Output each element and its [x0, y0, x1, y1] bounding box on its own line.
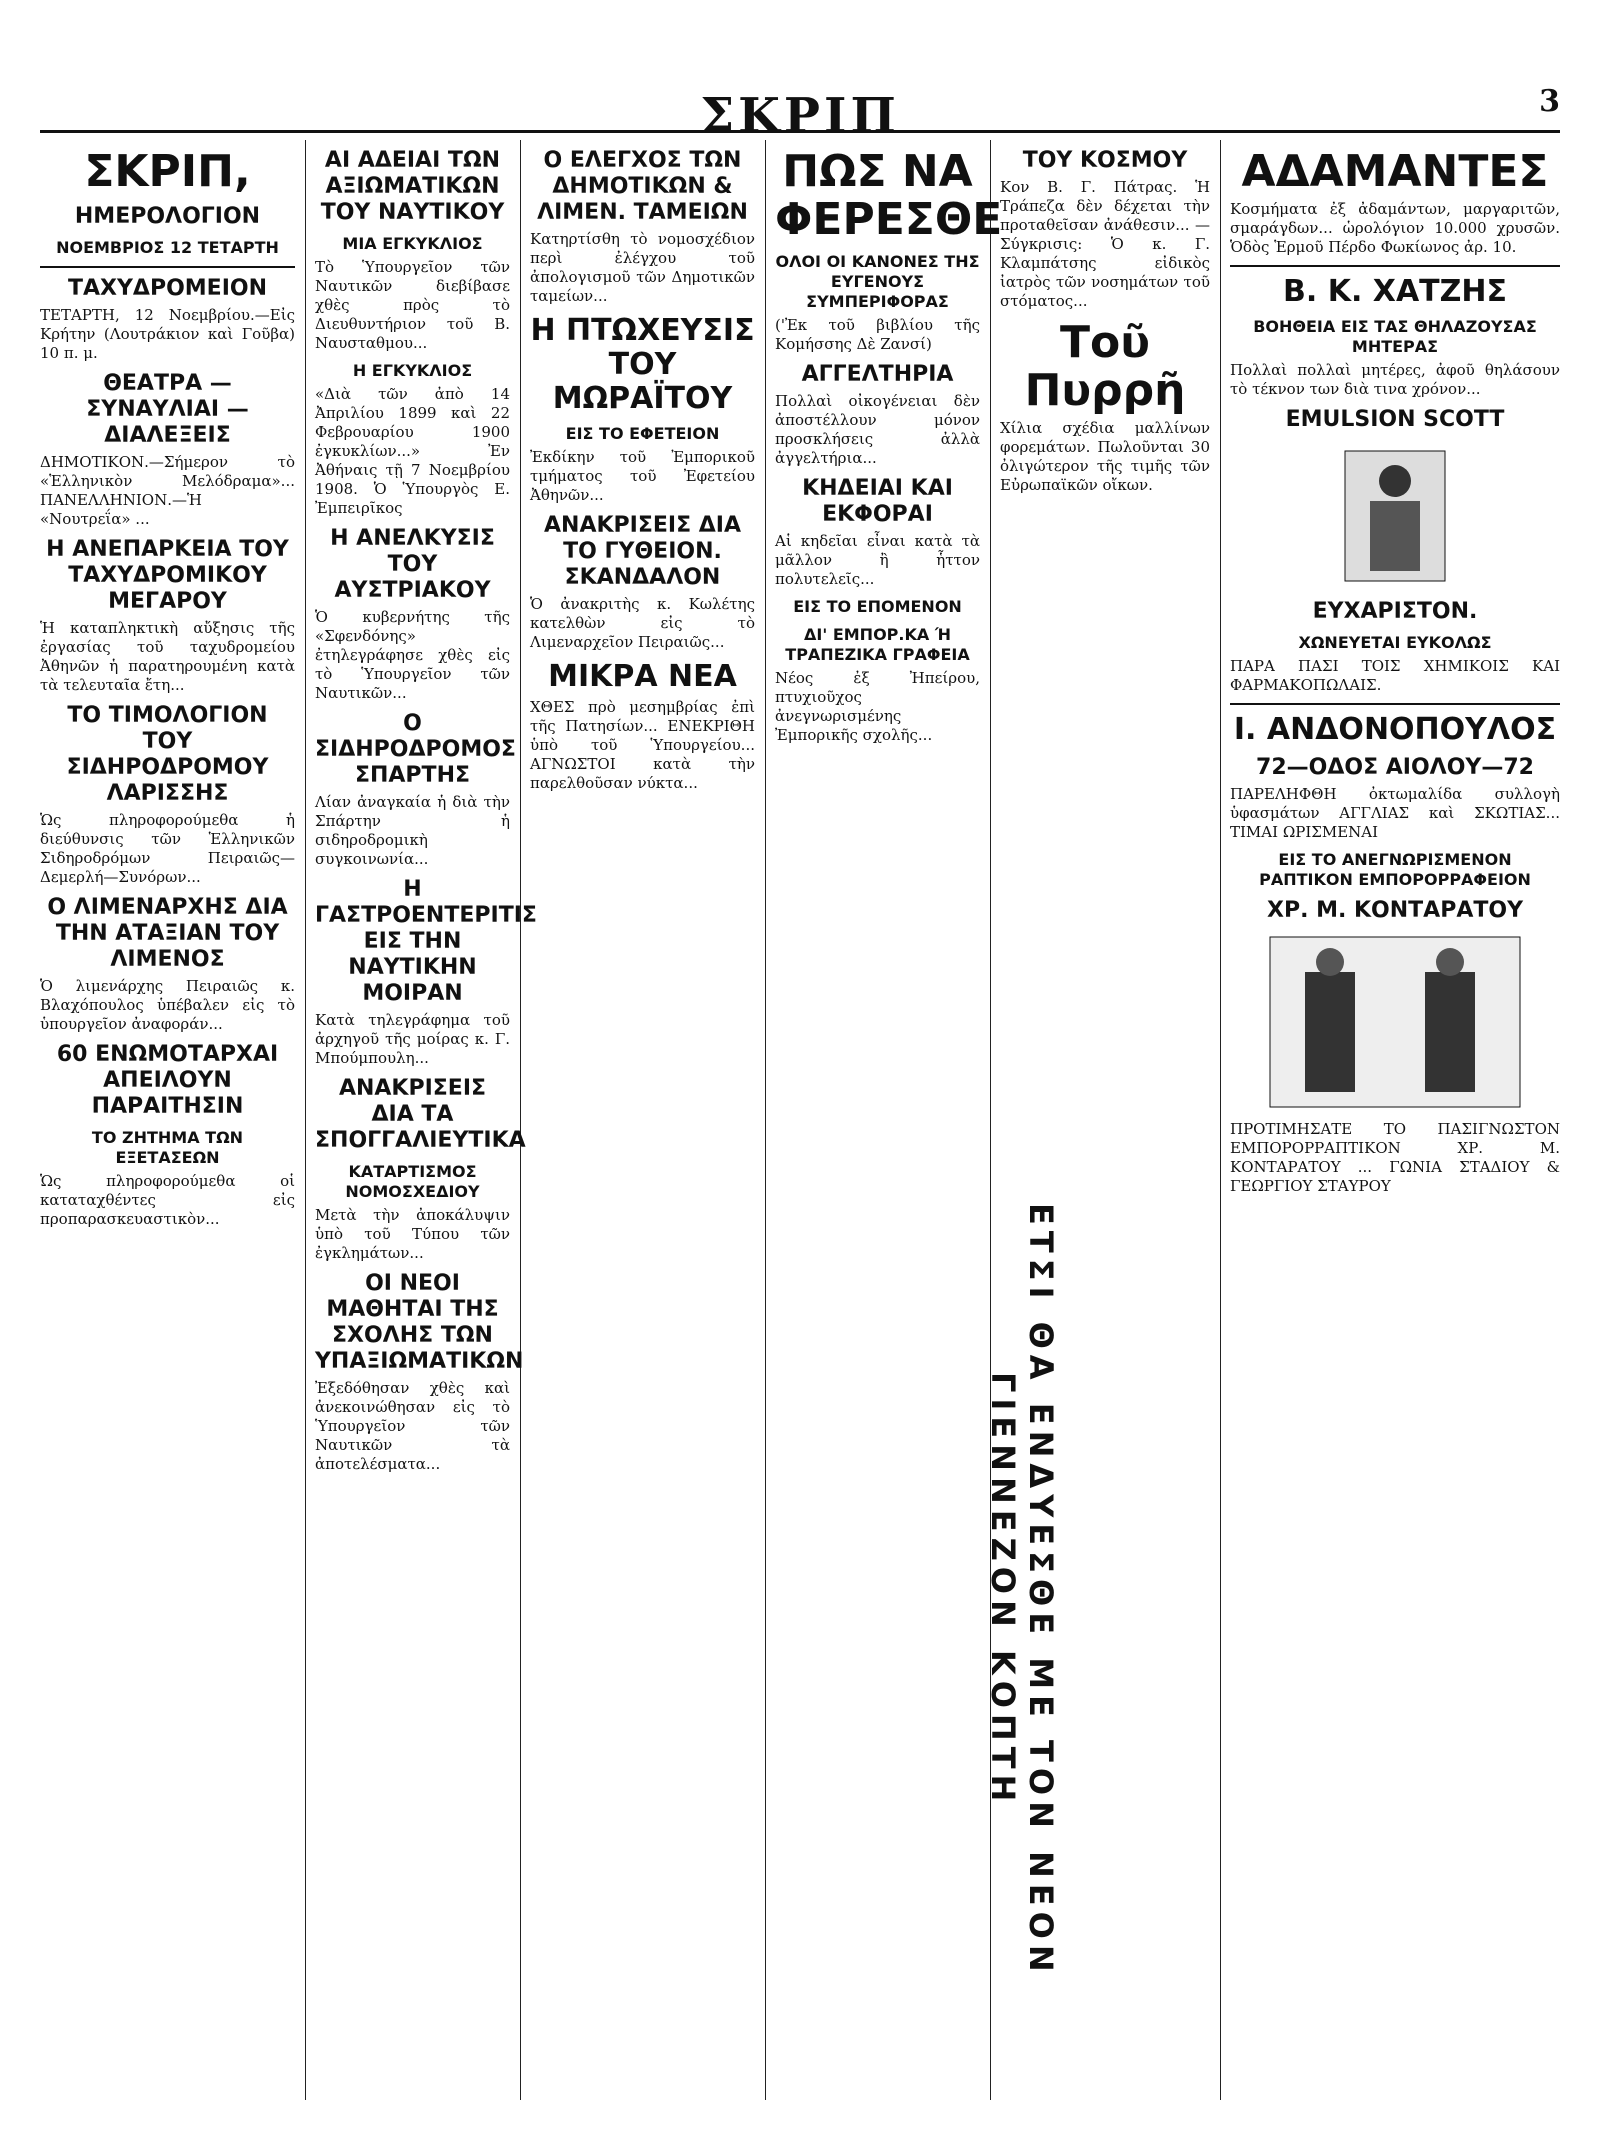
theatres-heading: ΘΕΑΤΡΑ — ΣΥΝΑΥΛΙΑΙ — ΔΙΑΛΕΞΕΙΣ	[86, 371, 249, 448]
column-1	[40, 140, 295, 2100]
fisherman-illustration	[1325, 441, 1465, 591]
article-heading: 60 ΕΝΩΜΟΤΑΡΧΑΙ ΑΠΕΙΛΟΥΝ ΠΑΡΑΙΤΗΣΙΝ	[56, 1042, 279, 1119]
article-heading: ΑΝΑΚΡΙΣΕΙΣ ΔΙΑ ΤΑ ΣΠΟΓΓΑΛΙΕΥΤΙΚΑ	[315, 1076, 526, 1153]
column-rule	[765, 140, 766, 2100]
date-line: ΝΟΕΜΒΡΙΟΣ 12 ΤΕΤΑΡΤΗ	[56, 238, 279, 257]
gentlemen-illustration	[1265, 932, 1525, 1112]
column-rule	[1220, 140, 1221, 2100]
post-heading: ΤΑΧΥΔΡΟΜΕΙΟΝ	[68, 276, 267, 301]
article-body: Κατὰ τηλεγράφημα τοῦ ἀρχηγοῦ τῆς μοίρας κ. Γ. Μπούμπουλη...	[315, 1011, 510, 1067]
article-heading: ΜΙΚΡΑ ΝΕΑ	[548, 659, 737, 694]
article-heading: Η ΑΝΕΠΑΡΚΕΙΑ ΤΟΥ ΤΑΧΥΔΡΟΜΙΚΟΥ ΜΕΓΑΡΟΥ	[46, 537, 289, 614]
vertical-advert-text: ΕΤΣΙ ΘΑ ΕΝΔΥΕΣΘΕ ΜΕ ΤΟΝ ΝΕΟΝ ΓΙΕΝΝΕΖΟΝ ΚΟΠΤΗ	[984, 1202, 1060, 1978]
article-body: «Διὰ τῶν ἀπὸ 14 Ἀπριλίου 1899 καὶ 22 Φεβρουαρίου 1900 ἐγκυκλίων...» Ἐν Ἀθήναις τῇ 7 Νοεμβρίου 1908. Ὁ Ὑπουργὸς Ε. Ἐμπειρῖκος	[315, 385, 510, 517]
advert-body: Κοσμήματα ἐξ ἀδαμάντων, μαργαριτῶν, σμαράγδων... ὡρολόγιον 10.000 χρυσῶν. Ὁδὸς Ἑρμοῦ Πέρδο Φωκίωνος ἀρ. 10.	[1230, 200, 1560, 256]
article-heading: ΑΓΓΕΛΤΗΡΙΑ	[801, 362, 954, 387]
column-rule	[520, 140, 521, 2100]
column-rule	[305, 140, 306, 2100]
article-body: Ἐκδίκην τοῦ Ἐμπορικοῦ τμήματος τοῦ Ἐφετείου Ἀθηνῶν...	[530, 448, 755, 504]
advert-logo: Τοῦ Πυρρῆ	[1024, 317, 1186, 416]
column-5	[1000, 140, 1210, 1080]
article-subheading: ΕΙΣ ΤΟ ΕΦΕΤΕΙΟΝ	[565, 424, 720, 443]
article-subheading: ΟΛΟΙ ΟΙ ΚΑΝΟΝΕΣ ΤΗΣ ΕΥΓΕΝΟΥΣ ΣΥΜΠΕΡΙΦΟΡΑΣ	[775, 252, 980, 311]
column-3	[530, 140, 755, 2100]
article-heading: Ο ΛΙΜΕΝΑΡΧΗΣ ΔΙΑ ΤΗΝ ΑΤΑΞΙΑΝ ΤΟΥ ΛΙΜΕΝΟΣ	[47, 895, 288, 972]
article-heading: Ο ΕΛΕΓΧΟΣ ΤΩΝ ΔΗΜΟΤΙΚΩΝ & ΛΙΜΕΝ. ΤΑΜΕΙΩΝ	[537, 148, 748, 225]
article-heading: Η ΠΤΩΧΕΥΣΙΣ ΤΟΥ ΜΩΡΑΪΤΟΥ	[530, 313, 755, 416]
advert-body: ΠΑΡΕΛΗΦΘΗ ὀκτωμαλίδα συλλογὴ ὑφασμάτων ΑΓΓΛΙΑΣ καὶ ΣΚΩΤΙΑΣ... ΤΙΜΑΙ ΩΡΙΣΜΕΝΑΙ	[1230, 785, 1560, 841]
article-body: Τὸ Ὑπουργεῖον τῶν Ναυτικῶν διεβίβασε χθὲς πρὸς τὸ Διευθυντήριον τοῦ Β. Ναυσταθμου...	[315, 258, 510, 352]
article-heading: Η ΑΝΕΛΚΥΣΙΣ ΤΟΥ ΑΥΣΤΡΙΑΚΟΥ	[330, 526, 495, 603]
advert-subheading: 72—ΟΔΟΣ ΑΙΟΛΟΥ—72	[1256, 755, 1534, 780]
article-subheading: Η ΕΓΚΥΚΛΙΟΣ	[352, 361, 473, 380]
advert-heading: ΑΔΑΜΑΝΤΕΣ	[1241, 146, 1549, 197]
column-4	[775, 140, 1003, 2100]
advert-heading: ΧΡ. Μ. ΚΟΝΤΑΡΑΤΟΥ	[1267, 898, 1523, 923]
article-body: Ὡς πληροφορούμεθα ἡ διεύθυνσις τῶν Ἑλληνικῶν Σιδηροδρόμων Πειραιῶς—Δεμερλή—Συνόρων...	[40, 811, 295, 886]
advert-heading: EMULSION SCOTT	[1285, 407, 1505, 432]
article-body: Αἱ κηδεῖαι εἶναι κατὰ τὰ μᾶλλον ἢ ἧττον πολυτελεῖς...	[775, 532, 980, 588]
article-subheading: ΜΙΑ ΕΓΚΥΚΛΙΟΣ	[342, 234, 483, 253]
page-number: 3	[1539, 84, 1560, 119]
article-body: Κον Β. Γ. Πάτρας. Ἡ Τράπεζα δὲν δέχεται τὴν προταθεῖσαν ἀνάθεσιν... — Σύγκρισις: Ὁ κ. Γ. Κλαμπάτσης εἰδικὸς ἰατρὸς τῶν νοσημάτων τοῦ στόματος...	[1000, 178, 1210, 310]
article-body: Πολλαὶ οἰκογένειαι δὲν ἀποστέλλουν μόνον προσκλήσεις ἀλλὰ ἀγγελτήρια...	[775, 392, 980, 467]
advert-subheading: ΧΩΝΕΥΕΤΑΙ ΕΥΚΟΛΩΣ	[1298, 633, 1492, 652]
article-heading: ΤΟ ΤΙΜΟΛΟΓΙΟΝ ΤΟΥ ΣΙΔΗΡΟΔΡΟΜΟΥ ΛΑΡΙΣΣΗΣ	[66, 703, 269, 806]
divider	[40, 266, 295, 268]
advert-body: Πολλαὶ πολλαὶ μητέρες, ἀφοῦ θηλάσουν τὸ τέκνον των διὰ τινα χρόνον...	[1230, 361, 1560, 398]
article-heading: ΤΟΥ ΚΟΣΜΟΥ	[1022, 148, 1188, 173]
advert-heading: Ι. ΑΝΔΟΝΟΠΟΥΛΟΣ	[1233, 712, 1557, 747]
article-heading: ΕΙΣ ΤΟ ΕΠΟΜΕΝΟΝ	[793, 597, 962, 616]
theatres-body: ΔΗΜΟΤΙΚΟΝ.—Σήμερον τὸ «Ἑλληνικὸν Μελόδραμα»... ΠΑΝΕΛΛΗΝΙΟΝ.—Ἡ «Νουτρεΐα» ...	[40, 453, 295, 528]
advert-body: Χίλια σχέδια μαλλίνων φορεμάτων. Πωλοῦνται 30 ὀλιγώτερον τῆς τιμῆς τῶν Εὐρωπαϊκῶν οἴκων.	[1000, 419, 1210, 494]
article-heading: ΑΝΑΚΡΙΣΕΙΣ ΔΙΑ ΤΟ ΓΥΘΕΙΟΝ. ΣΚΑΝΔΑΛΟΝ	[544, 513, 741, 590]
article-heading: ΠΩΣ ΝΑ ΦΕΡΕΣΘΕ	[775, 146, 1003, 245]
article-body: Νέος ἐξ Ἠπείρου, πτυχιοῦχος ἀνεγνωρισμένης Ἐμπορικῆς σχολῆς...	[775, 669, 980, 744]
advert-body: ΠΑΡΑ ΠΑΣΙ ΤΟΙΣ ΧΗΜΙΚΟΙΣ ΚΑΙ ΦΑΡΜΑΚΟΠΩΛΑΙΣ.	[1230, 657, 1560, 694]
article-heading: ΑΙ ΑΔΕΙΑΙ ΤΩΝ ΑΞΙΩΜΑΤΙΚΩΝ ΤΟΥ ΝΑΥΤΙΚΟΥ	[320, 148, 505, 225]
article-heading: Ο ΣΙΔΗΡΟΔΡΟΜΟΣ ΣΠΑΡΤΗΣ	[315, 711, 516, 788]
article-body: Ὡς πληροφορούμεθα οἱ καταταχθέντες εἰς προπαρασκευαστικὸν...	[40, 1172, 295, 1228]
article-heading: ΔΙ' ΕΜΠΟΡ.ΚΑ Ή ΤΡΑΠΕΖΙΚΑ ΓΡΑΦΕΙΑ	[785, 625, 970, 664]
article-body: Ὁ ἀνακριτὴς κ. Κωλέτης κατελθὼν εἰς τὸ Λιμεναρχεῖον Πειραιῶς...	[530, 595, 755, 651]
divider	[1230, 703, 1560, 705]
article-body: Ὁ λιμενάρχης Πειραιῶς κ. Βλαχόπουλος ὑπέβαλεν εἰς τὸ ὑπουργεῖον ἀναφοράν...	[40, 977, 295, 1033]
divider	[1230, 265, 1560, 267]
advert-heading: Β. Κ. ΧΑΤΖΗΣ	[1283, 274, 1507, 309]
column-2	[315, 140, 537, 2100]
article-body: ΧΘΕΣ πρὸ μεσημβρίας ἐπὶ τῆς Πατησίων... ΕΝΕΚΡΙΘΗ ὑπὸ τοῦ Ὑπουργείου... ΑΓΝΩΣΤΟΙ κατὰ τὴν παρελθοῦσαν νύκτα...	[530, 698, 755, 792]
column-6	[1230, 140, 1560, 2100]
article-body: Λίαν ἀναγκαία ἡ διὰ τὴν Σπάρτην ἡ σιδηροδρομικὴ συγκοινωνία...	[315, 793, 510, 868]
masthead	[40, 40, 1560, 144]
newspaper-title: ΣΚΡΙΠ	[700, 88, 900, 144]
calendar-sub: ΗΜΕΡΟΛΟΓΙΟΝ	[74, 204, 261, 229]
article-heading: Η ΓΑΣΤΡΟΕΝΤΕΡΙΤΙΣ ΕΙΣ ΤΗΝ ΝΑΥΤΙΚΗΝ ΜΟΙΡΑΝ	[315, 877, 537, 1006]
calendar-heading: ΣΚΡΙΠ,	[84, 146, 251, 197]
article-body: Ὁ κυβερνήτης τῆς «Σφενδόνης» ἐτηλεγράφησε χθὲς εἰς τὸ Ὑπουργεῖον τῶν Ναυτικῶν...	[315, 608, 510, 702]
article-subheading: ΤΟ ΖΗΤΗΜΑ ΤΩΝ ΕΞΕΤΑΣΕΩΝ	[91, 1128, 244, 1167]
advert-body: ΠΡΟΤΙΜΗΣΑΤΕ ΤΟ ΠΑΣΙΓΝΩΣΤΟΝ ΕΜΠΟΡΟΡΡΑΠΤΙΚΟΝ ΧΡ. Μ. ΚΟΝΤΑΡΑΤΟΥ ... ΓΩΝΙΑ ΣΤΑΔΙΟΥ & ΓΕΩΡΓΙΟΥ ΣΤΑΥΡΟΥ	[1230, 1120, 1560, 1195]
post-body: ΤΕΤΑΡΤΗ, 12 Νοεμβρίου.—Εἰς Κρήτην (Λουτράκιον καὶ Γοῦβα) 10 π. μ.	[40, 306, 295, 362]
article-subheading: ΚΑΤΑΡΤΙΣΜΟΣ ΝΟΜΟΣΧΕΔΙΟΥ	[345, 1162, 480, 1201]
advert-heading: ΕΥΧΑΡΙΣΤΟΝ.	[1312, 599, 1478, 624]
advert-subheading: ΒΟΗΘΕΙΑ ΕΙΣ ΤΑΣ ΘΗΛΑΖΟΥΣΑΣ ΜΗΤΕΡΑΣ	[1253, 317, 1537, 356]
article-body: Μετὰ τὴν ἀποκάλυψιν ὑπὸ τοῦ Τύπου τῶν ἐγκλημάτων...	[315, 1206, 510, 1262]
article-body: Κατηρτίσθη τὸ νομοσχέδιον περὶ ἐλέγχου τοῦ ἀπολογισμοῦ τῶν Δημοτικῶν ταμείων...	[530, 230, 755, 305]
advert-heading: ΕΙΣ ΤΟ ΑΝΕΓΝΩΡΙΣΜΕΝΟΝ ΡΑΠΤΙΚΟΝ ΕΜΠΟΡΟΡΡΑΦΕΙΟΝ	[1259, 850, 1531, 889]
article-body: Ἡ καταπληκτικὴ αὔξησις τῆς ἐργασίας τοῦ ταχυδρομείου Ἀθηνῶν ἡ παρατηρουμένη κατὰ τὰ τελευταῖα ἔτη...	[40, 619, 295, 694]
article-body: ('Ἐκ τοῦ βιβλίου τῆς Κομήσσης Δὲ Ζανσί)	[775, 316, 980, 353]
article-body: Ἐξεδόθησαν χθὲς καὶ ἀνεκοινώθησαν εἰς τὸ Ὑπουργεῖον τῶν Ναυτικῶν τὰ ἀποτελέσματα...	[315, 1379, 510, 1473]
article-heading: ΟΙ ΝΕΟΙ ΜΑΘΗΤΑΙ ΤΗΣ ΣΧΟΛΗΣ ΤΩΝ ΥΠΑΞΙΩΜΑΤΙΚΩΝ	[315, 1271, 524, 1374]
article-heading: ΚΗΔΕΙΑΙ ΚΑΙ ΕΚΦΟΡΑΙ	[802, 476, 953, 527]
